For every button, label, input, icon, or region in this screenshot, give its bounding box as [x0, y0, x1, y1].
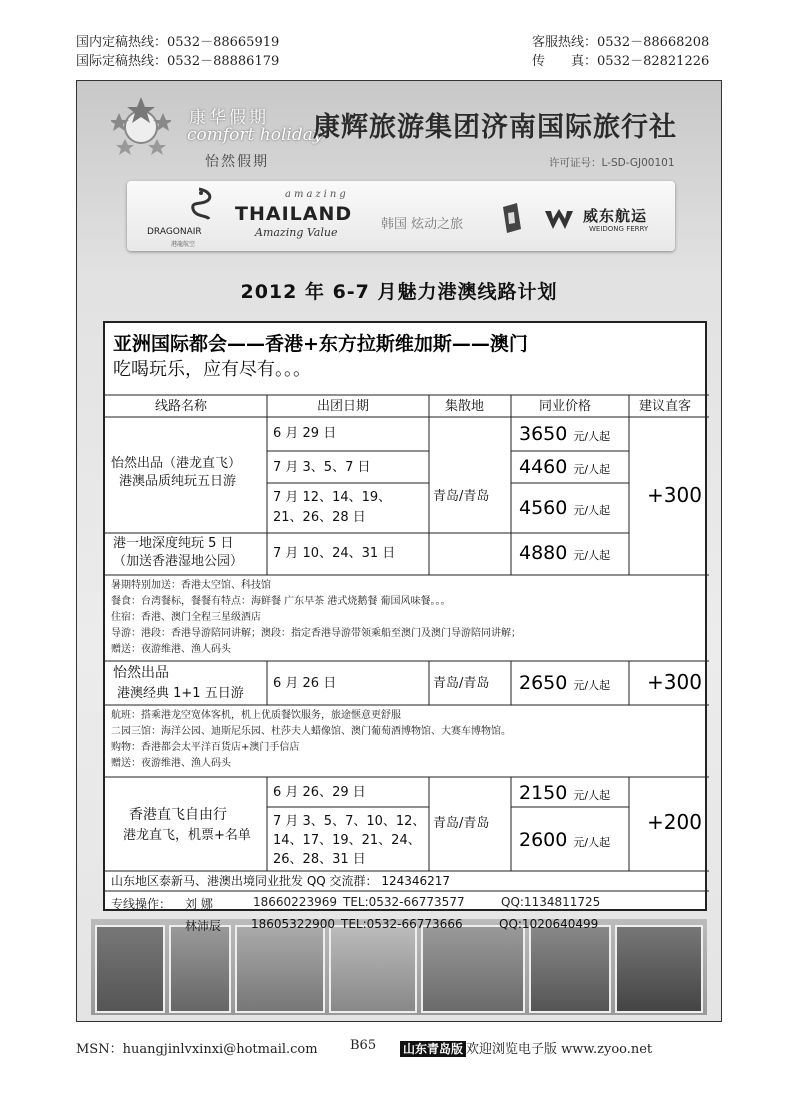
- g1-price-3: [519, 497, 610, 522]
- domestic-hotline: 国内定稿热线：0532－88665919: [76, 35, 280, 50]
- g3-depart: 青岛/青岛: [433, 816, 490, 831]
- g2-date: 6 月 26 日: [273, 676, 337, 691]
- g2-note: 二园三馆：海洋公园、迪斯尼乐园、杜莎夫人蜡像馆、澳门葡萄酒博物馆、大赛车博物馆。: [111, 726, 511, 737]
- g1-note: 暑期特别加送：香港太空馆、科技馆: [111, 580, 271, 591]
- g1-price-4-value: 4880: [519, 542, 568, 564]
- g1-price-2-value: 4460: [519, 456, 568, 478]
- page-title: 2012 年 6-7 月魅力港澳线路计划: [240, 281, 558, 303]
- weidong-ferry-icon: [545, 209, 579, 231]
- korea-logo: 韩国 炫动之旅: [381, 217, 464, 232]
- amazing-text: amazing: [285, 189, 349, 200]
- g2-name-2: 港澳经典 1+1 五日游: [117, 686, 244, 701]
- weidong-logo: 威东航运: [583, 207, 648, 225]
- g3-price-2-unit: 元/人起: [573, 836, 611, 849]
- col-retail-markup: 建议直客: [639, 399, 692, 414]
- photo-palace: [615, 925, 703, 1013]
- g3-price-1: [519, 782, 610, 807]
- service-hotline: 客服热线：0532－88668208: [532, 35, 710, 50]
- g2-markup: +300: [647, 670, 702, 694]
- photo-pagoda: [529, 925, 611, 1013]
- dragonair-cn: 港龍航空: [171, 241, 196, 248]
- g1-price-1-value: 3650: [519, 423, 568, 445]
- contact-tel: TEL:0532-66773666: [341, 919, 463, 931]
- g3-markup: +200: [647, 810, 702, 834]
- g3-price-1-value: 2150: [519, 782, 568, 804]
- amazing-value-text: Amazing Value: [255, 226, 338, 239]
- g1-price-2-unit: 元/人起: [573, 463, 611, 476]
- g1-price-4: [519, 542, 610, 567]
- g1-name-1: 怡然出品（港龙直飞）: [111, 456, 242, 471]
- edition-line: [400, 1038, 652, 1057]
- g1-note: 导游：港段：香港导游陪同讲解；澳段：指定香港导游带领乘船至澳门及澳门导游陪同讲解；: [111, 628, 521, 639]
- korea-brand-icon: [501, 203, 523, 233]
- photo-temple: [95, 925, 165, 1013]
- g1-price-2: [519, 456, 610, 481]
- g3-price-1-unit: 元/人起: [573, 789, 611, 802]
- g1-price-1-unit: 元/人起: [573, 430, 611, 443]
- g3-price-2-value: 2600: [519, 829, 568, 851]
- dragon-icon: [179, 187, 219, 223]
- weidong-en: WEIDONG FERRY: [589, 225, 649, 233]
- edition-badge: 山东青岛版: [400, 1041, 466, 1057]
- yiran-brand: 怡然假期: [205, 154, 269, 170]
- col-departure-date: 出团日期: [317, 399, 370, 414]
- website-tagline: 欢迎浏览电子版 www.zyoo.net: [466, 1042, 653, 1057]
- contact-qq: QQ:1134811725: [501, 895, 601, 909]
- g1-date-5: 7 月 10、24、31 日: [273, 546, 396, 561]
- license-number: 许可证号：L-SD-GJ00101: [549, 157, 675, 169]
- contact-name: 刘 娜: [185, 897, 213, 911]
- g3-name-2: 港龙直飞，机票+名单: [123, 828, 251, 843]
- partner-logos: [127, 181, 675, 251]
- g1-price-3-value: 4560: [519, 497, 568, 519]
- g1-name-2: 港澳品质纯玩五日游: [119, 474, 237, 489]
- g1-date-2: 7 月 3、5、7 日: [273, 460, 371, 475]
- g3-date-4: 26、28、31 日: [273, 852, 366, 867]
- g1-price-1: [519, 423, 610, 448]
- kanghua-brand: 康华假期: [189, 108, 269, 128]
- dragonair-logo: DRAGONAIR: [147, 227, 202, 237]
- g3-date-1: 6 月 26、29 日: [273, 785, 366, 800]
- g2-depart: 青岛/青岛: [433, 676, 490, 691]
- g1-note: 赠送：夜游维港、渔人码头: [111, 644, 231, 655]
- qq-group-line: 山东地区泰新马、港澳出境同业批发 QQ 交流群： 124346217: [111, 874, 451, 888]
- g1-date-4: 21、26、28 日: [273, 510, 366, 525]
- route-slogan: 吃喝玩乐，应有尽有。。。: [113, 359, 311, 380]
- g1-name-3: 港一地深度纯玩 5 日: [113, 536, 234, 551]
- g2-name-1: 怡然出品: [113, 665, 169, 681]
- contact-mobile: 18605322900: [251, 919, 335, 931]
- g2-price-unit: 元/人起: [573, 679, 611, 692]
- contact-mobile: 18660223969: [253, 895, 337, 909]
- agency-name: 康辉旅游集团济南国际旅行社: [313, 112, 677, 143]
- photo-island: [235, 925, 325, 1013]
- g1-note: 餐食：台湾餐标，餐餐有特点：海鲜餐 广东早茶 港式烧鹅餐 葡国风味餐。。。: [111, 596, 451, 607]
- g1-date-1: 6 月 29 日: [273, 426, 337, 441]
- photo-strip: [91, 919, 707, 1015]
- advert-frame: [76, 80, 722, 1022]
- comfort-holiday-brand: comfort holiday: [187, 125, 323, 145]
- col-route-name: 线路名称: [155, 399, 208, 414]
- contact-qq: QQ:1020640499: [499, 919, 599, 931]
- photo-seaplane: [421, 925, 525, 1013]
- g1-date-3: 7 月 12、14、19、: [273, 490, 392, 505]
- route-table: [103, 321, 707, 911]
- g3-price-2: [519, 829, 610, 854]
- g3-name-1: 香港直飞自由行: [129, 807, 227, 823]
- g1-markup: +300: [647, 483, 702, 507]
- g1-name-4: （加送香港湿地公园）: [113, 554, 244, 569]
- g1-price-3-unit: 元/人起: [573, 504, 611, 517]
- g2-price: [519, 672, 610, 697]
- col-trade-price: 同业价格: [539, 399, 592, 414]
- g3-date-3: 14、17、19、21、24、: [273, 833, 421, 848]
- intl-hotline: 国际定稿热线：0532－88886179: [76, 54, 280, 69]
- page-number: B65: [350, 1038, 377, 1053]
- contact-tel: TEL:0532-66773577: [343, 895, 465, 909]
- kanghua-star-logo-icon: [111, 95, 171, 155]
- g1-depart: 青岛/青岛: [433, 489, 490, 504]
- g1-note: 住宿：香港、澳门全程三星级酒店: [111, 612, 261, 623]
- photo-statue: [169, 925, 231, 1013]
- contact-name: 林沛辰: [185, 919, 222, 933]
- route-name: 亚洲国际都会——香港+东方拉斯维加斯——澳门: [113, 333, 528, 355]
- g1-price-4-unit: 元/人起: [573, 549, 611, 562]
- g3-date-2: 7 月 3、5、7、10、12、: [273, 814, 426, 829]
- col-departure-city: 集散地: [445, 399, 485, 414]
- thailand-logo: THAILAND: [235, 203, 353, 225]
- fax: 传 真：0532－82821226: [532, 54, 710, 69]
- g2-price-value: 2650: [519, 672, 568, 694]
- hotline-label: 专线操作：: [111, 897, 172, 911]
- g2-note: 购物：香港都会太平洋百货店+澳门手信店: [111, 742, 300, 753]
- msn-contact: MSN：huangjinlvxinxi@hotmail.com: [76, 1042, 318, 1057]
- photo-bay: [329, 925, 417, 1013]
- g2-note: 航班：搭乘港龙空宽体客机，机上优质餐饮服务，旅途惬意更舒服: [111, 710, 401, 721]
- g2-note: 赠送：夜游维港、渔人码头: [111, 758, 231, 769]
